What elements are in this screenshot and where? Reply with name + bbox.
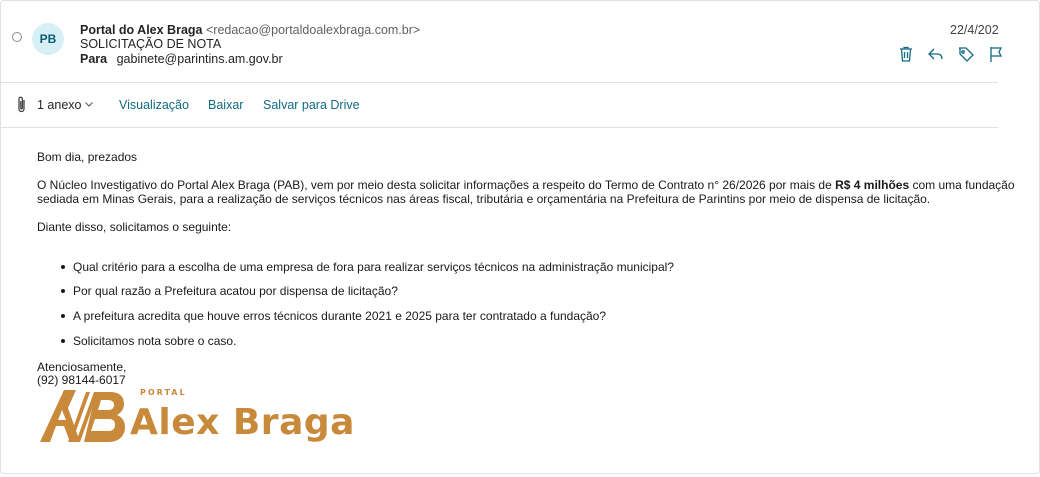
- trash-icon[interactable]: [896, 44, 916, 64]
- paragraph-1-line-1: [37, 178, 1015, 192]
- recipient-line: [80, 52, 283, 66]
- bullet-dot: [61, 265, 65, 269]
- phone-number: (92) 98144-6017: [37, 373, 126, 387]
- attachments-divider: [0, 127, 998, 128]
- bullet-dot: [61, 314, 65, 318]
- attachment-count[interactable]: 1 anexo: [37, 98, 82, 112]
- closing: Atenciosamente,: [37, 360, 127, 374]
- paragraph-1-text-a: O Núcleo Investigativo do Portal Alex Braga (PAB), vem por meio desta solicitar informações a respeito do Termo de Contrato n° 26/2026 por mais de: [37, 178, 836, 192]
- preview-link[interactable]: Visualização: [119, 98, 189, 112]
- header-divider: [0, 82, 998, 83]
- message-subject: SOLICITAÇÃO DE NOTA: [80, 37, 222, 51]
- flag-icon[interactable]: [986, 44, 1006, 64]
- paragraph-1-line-2: sediada em Minas Gerais, para a realização de serviços técnicos nas áreas fiscal, tributária e orçamentária na Prefeitura de Parintins por meio de dispensa de licitação.: [37, 192, 931, 206]
- bullet-dot: [61, 289, 65, 293]
- paperclip-icon: [14, 95, 30, 115]
- paragraph-2: Diante disso, solicitamos o seguinte:: [37, 220, 232, 234]
- save-to-drive-link[interactable]: Salvar para Drive: [263, 98, 360, 112]
- paragraph-1-bold: R$ 4 milhões: [835, 178, 910, 192]
- download-link[interactable]: Baixar: [208, 98, 244, 112]
- select-message-radio[interactable]: [12, 32, 22, 42]
- logo-mark-icon: [38, 386, 126, 444]
- greeting: Bom dia, prezados: [37, 150, 138, 164]
- bullet-dot: [61, 339, 65, 343]
- signature-logo: [38, 386, 358, 446]
- list-item: Qual critério para a escolha de uma empresa de fora para realizar serviços técnicos na administração municipal?: [73, 260, 674, 274]
- message-date: 22/4/202: [950, 23, 999, 37]
- reply-icon[interactable]: [926, 44, 946, 64]
- logo-portal-text: PORTAL: [140, 388, 187, 397]
- to-label: Para: [80, 52, 108, 66]
- list-item: Por qual razão a Prefeitura acatou por dispensa de licitação?: [73, 284, 398, 298]
- chevron-down-icon[interactable]: [84, 99, 94, 109]
- list-item: Solicitamos nota sobre o caso.: [73, 334, 237, 348]
- tag-icon[interactable]: [956, 44, 976, 64]
- logo-name-text: Alex Braga: [130, 402, 355, 443]
- sender-email[interactable]: <redacao@portaldoalexbraga.com.br>: [205, 23, 421, 37]
- recipient-address[interactable]: gabinete@parintins.am.gov.br: [116, 52, 283, 66]
- sender-name[interactable]: Portal do Alex Braga: [80, 23, 203, 37]
- list-item: A prefeitura acredita que houve erros técnicos durante 2021 e 2025 para ter contratado a fundação?: [73, 309, 607, 323]
- paragraph-1-text-b: com uma fundação: [909, 178, 1015, 192]
- avatar[interactable]: PB: [32, 23, 64, 55]
- sender-line: [80, 23, 420, 37]
